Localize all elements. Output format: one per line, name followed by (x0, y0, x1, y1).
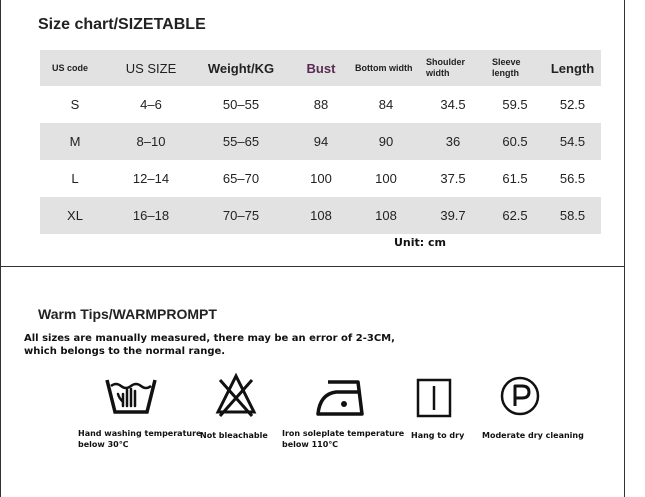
cell-shoulder-width: 37.5 (440, 171, 466, 186)
cell-us-size: 16–18 (132, 208, 170, 223)
unit-label: Unit: cm (394, 236, 447, 249)
dry-clean-icon (498, 374, 542, 418)
cell-us-code: XL (67, 208, 83, 223)
cell-sleeve-length: 62.5 (502, 208, 528, 223)
header-us-code: US code (52, 62, 89, 73)
cell-us-size: 12–14 (132, 171, 170, 186)
table-row (40, 123, 601, 160)
hang-dry-label: Hang to dry (411, 431, 465, 440)
table-row (40, 160, 601, 197)
no-bleach-label: Not bleachable (200, 431, 268, 440)
cell-sleeve-length: 61.5 (502, 171, 528, 186)
table-row (40, 197, 601, 234)
cell-bottom-width: 90 (378, 134, 394, 149)
table-header-row (40, 50, 601, 86)
section-divider (0, 266, 625, 267)
cell-bust: 88 (313, 97, 329, 112)
header-sleeve-length: Sleeve length (492, 57, 521, 78)
header-weight: Weight/KG (207, 60, 275, 76)
cell-length: 54.5 (559, 134, 586, 149)
cell-length: 52.5 (559, 97, 586, 112)
cell-length: 58.5 (559, 208, 586, 223)
cell-weight: 55–65 (222, 134, 260, 149)
table-row (40, 86, 601, 123)
cell-shoulder-width: 39.7 (440, 208, 466, 223)
warm-tips-title: Warm Tips/WARMPROMPT (38, 306, 217, 322)
cell-us-code: M (69, 134, 81, 149)
header-length: Length (550, 60, 595, 76)
cell-bottom-width: 84 (378, 97, 394, 112)
measurement-note-line1: All sizes are manually measured, there may be an error of 2-3CM, (24, 333, 395, 344)
measurement-note (24, 332, 395, 358)
size-chart-title: Size chart/SIZETABLE (38, 16, 206, 33)
cell-weight: 50–55 (222, 97, 260, 112)
measurement-note-line2: which belongs to the normal range. (24, 346, 226, 357)
cell-shoulder-width: 34.5 (440, 97, 466, 112)
header-shoulder-width: Shoulder width (426, 57, 466, 78)
header-bust: Bust (306, 60, 336, 76)
hand-wash-label-line2: below 30℃ (78, 440, 129, 449)
cell-us-code: S (70, 97, 80, 112)
cell-sleeve-length: 60.5 (502, 134, 528, 149)
iron-label-line2: below 110℃ (282, 440, 338, 449)
cell-bottom-width: 100 (375, 171, 397, 186)
frame-right-line (624, 0, 625, 497)
frame-left-line (0, 0, 1, 497)
size-table (40, 50, 601, 234)
cell-bust: 94 (313, 134, 329, 149)
hand-wash-label-line1: Hand washing temperature (78, 429, 202, 438)
header-us-size: US SIZE (125, 60, 177, 76)
cell-us-code: L (71, 171, 79, 186)
dry-clean-label: Moderate dry cleaning (482, 431, 584, 440)
cell-bust: 108 (310, 208, 332, 223)
cell-bust: 100 (310, 171, 332, 186)
cell-shoulder-width: 36 (445, 134, 461, 149)
iron-icon (314, 376, 368, 418)
cell-us-size: 4–6 (140, 97, 162, 112)
header-bottom-width: Bottom width (355, 62, 413, 73)
hang-dry-icon (416, 378, 452, 418)
cell-bottom-width: 108 (375, 208, 397, 223)
cell-us-size: 8–10 (136, 134, 166, 149)
cell-sleeve-length: 59.5 (502, 97, 528, 112)
cell-length: 56.5 (559, 171, 586, 186)
no-bleach-icon (214, 372, 258, 418)
iron-label-line1: Iron soleplate temperature (282, 429, 405, 438)
cell-weight: 65–70 (222, 171, 260, 186)
hand-wash-icon (101, 372, 161, 420)
cell-weight: 70–75 (222, 208, 260, 223)
